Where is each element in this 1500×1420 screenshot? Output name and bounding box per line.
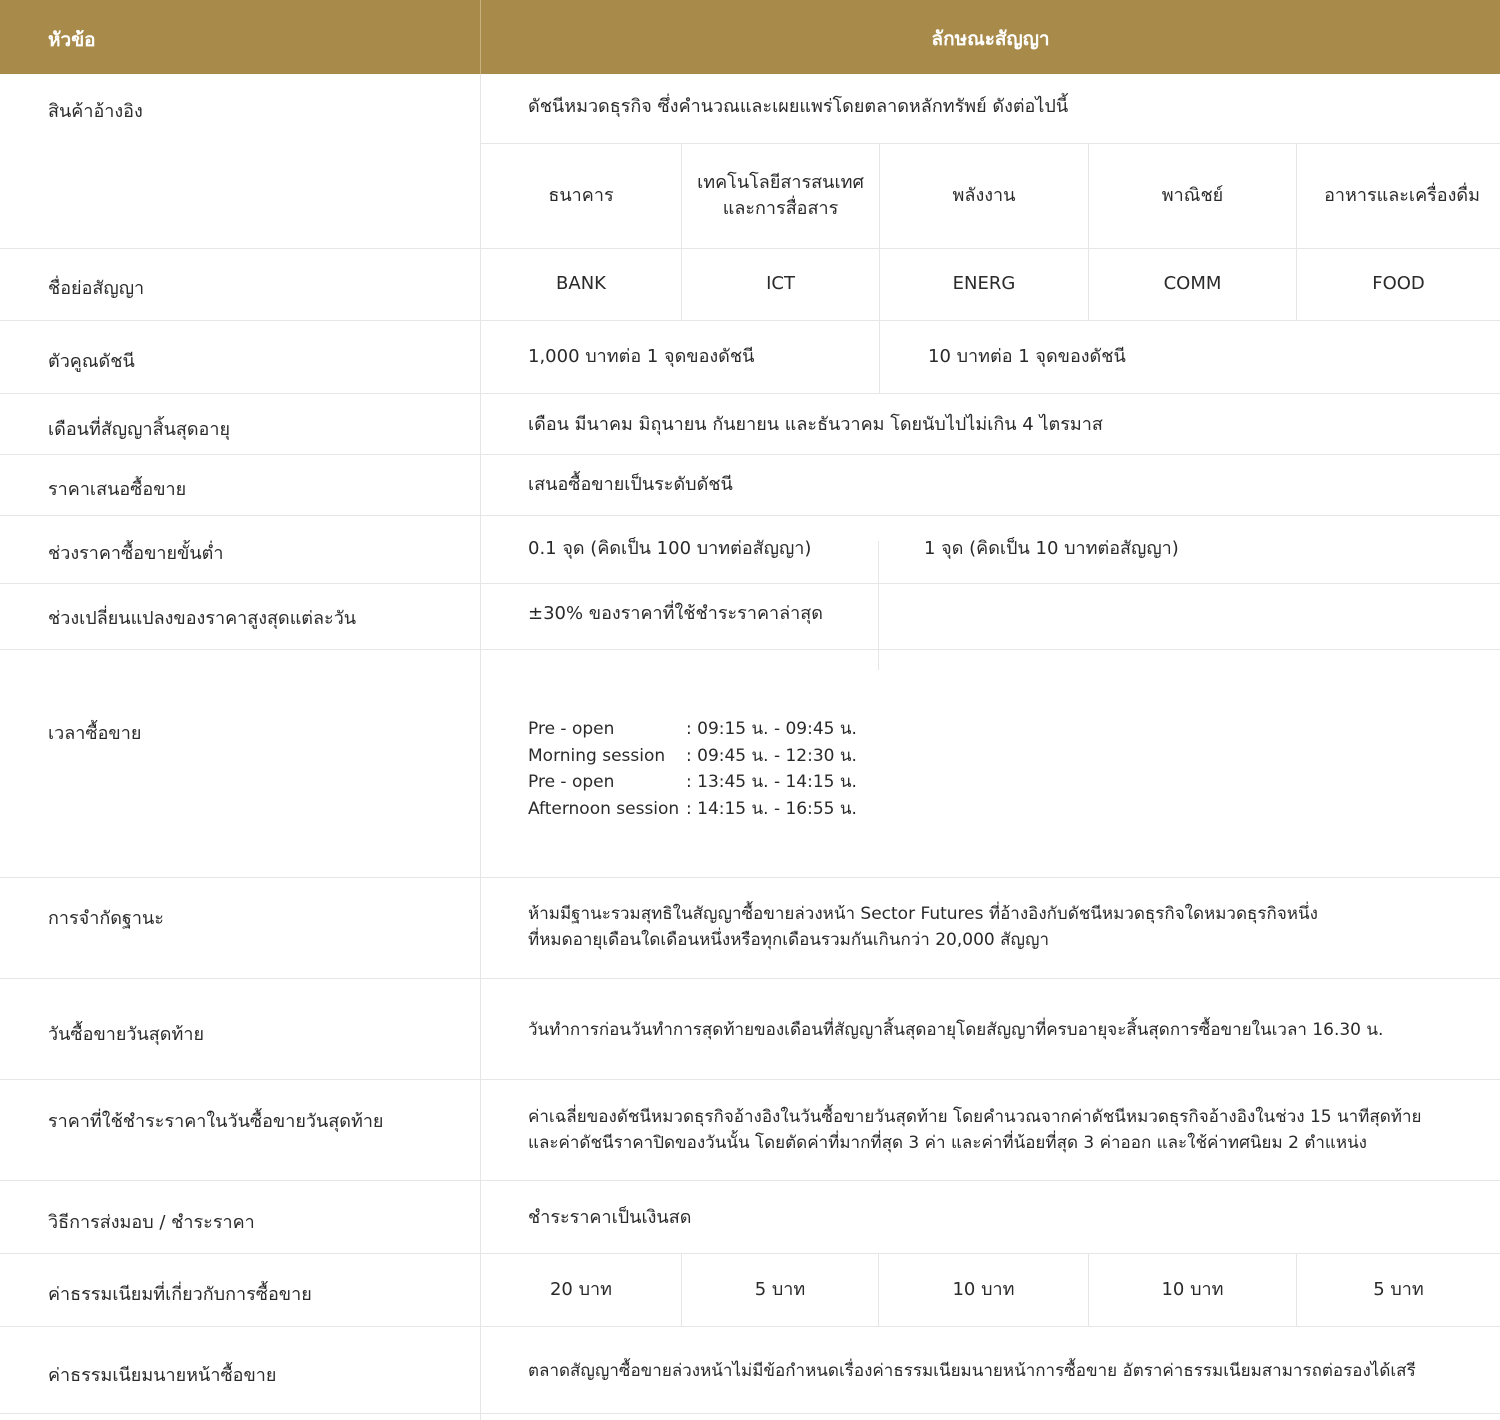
underlying-label: สินค้าอ้างอิง xyxy=(48,101,143,122)
broker-label: ค่าธรรมเนียมนายหน้าซื้อขาย xyxy=(48,1365,277,1386)
symbol-bank: BANK xyxy=(556,273,606,294)
settle-label: ราคาที่ใช้ชำระราคาในวันซื้อขายวันสุดท้าย xyxy=(48,1111,384,1132)
symbol-energ: ENERG xyxy=(952,273,1016,294)
delivery-label: วิธีการส่งมอบ / ชำระราคา xyxy=(48,1212,255,1233)
session-time: : 09:15 น. - 09:45 น. xyxy=(686,719,857,739)
session-list xyxy=(528,716,857,822)
limit-text: ±30% ของราคาที่ใช้ชำระราคาล่าสุด xyxy=(528,603,823,624)
column-divider xyxy=(879,320,880,393)
row-divider xyxy=(0,1413,1500,1414)
quote-label: ราคาเสนอซื้อขาย xyxy=(48,479,187,500)
session-name: Pre - open xyxy=(528,772,615,792)
row-divider xyxy=(0,1326,1500,1327)
sector-energy: พลังงาน xyxy=(952,184,1016,206)
session-time: : 13:45 น. - 14:15 น. xyxy=(686,772,857,792)
session-row xyxy=(528,769,857,796)
months-text: เดือน มีนาคม มิถุนายน กันยายน และธันวาคม โดยนับไปไม่เกิน 4 ไตรมาส xyxy=(528,414,1103,435)
row-divider xyxy=(0,649,1500,650)
session-name: Afternoon session xyxy=(528,798,680,819)
column-divider xyxy=(878,541,879,670)
months-label: เดือนที่สัญญาสิ้นสุดอายุ xyxy=(48,419,231,440)
header-contract-spec: ลักษณะสัญญา xyxy=(931,28,1050,50)
position-line2: ที่หมดอายุเดือนใดเดือนหนึ่งหรือทุกเดือนรวมกันเกินกว่า 20,000 สัญญา xyxy=(528,930,1050,950)
row-divider xyxy=(0,1180,1500,1181)
row-divider xyxy=(0,515,1500,516)
sector-bank: ธนาคาร xyxy=(548,184,614,206)
session-name: Morning session xyxy=(528,745,666,766)
fee-comm: 10 บาท xyxy=(1161,1278,1224,1300)
session-row xyxy=(528,796,857,823)
quote-text: เสนอซื้อขายเป็นระดับดัชนี xyxy=(528,474,733,495)
row-divider xyxy=(0,393,1500,394)
tick-b: 1 จุด (คิดเป็น 10 บาทต่อสัญญา) xyxy=(924,538,1179,559)
session-time: : 09:45 น. - 12:30 น. xyxy=(686,745,857,766)
row-divider xyxy=(0,978,1500,979)
header-topic: หัวข้อ xyxy=(48,29,96,51)
sector-ict: เทคโนโลยีสารสนเทศ และการสื่อสาร xyxy=(697,171,864,219)
delivery-text: ชำระราคาเป็นเงินสด xyxy=(528,1207,692,1228)
fee-ict: 5 บาท xyxy=(754,1278,806,1300)
fee-food: 5 บาท xyxy=(1373,1278,1424,1300)
position-line1: ห้ามมีฐานะรวมสุทธิในสัญญาซื้อขายล่วงหน้า Sector Futures ที่อ้างอิงกับดัชนีหมวดธุรกิจใดหมวดธุรกิจหนึ่ง xyxy=(528,904,1318,924)
fee-energ: 10 บาท xyxy=(952,1278,1015,1300)
position-label: การจำกัดฐานะ xyxy=(48,908,164,929)
tick-label: ช่วงราคาซื้อขายขั้นต่ำ xyxy=(48,543,224,564)
fee-label: ค่าธรรมเนียมที่เกี่ยวกับการซื้อขาย xyxy=(48,1284,312,1305)
multiplier-b: 10 บาทต่อ 1 จุดของดัชนี xyxy=(928,346,1126,367)
lastday-text: วันทำการก่อนวันทำการสุดท้ายของเดือนที่สัญญาสิ้นสุดอายุโดยสัญญาที่ครบอายุจะสิ้นสุดการซื้อขายในเวลา 16.30 น. xyxy=(528,1020,1384,1040)
hours-label: เวลาซื้อขาย xyxy=(48,723,142,744)
tick-a: 0.1 จุด (คิดเป็น 100 บาทต่อสัญญา) xyxy=(528,538,812,559)
settle-line2: และค่าดัชนีราคาปิดของวันนั้น โดยตัดค่าที่มากที่สุด 3 ค่า และค่าที่น้อยที่สุด 3 ค่าออก และใช้ค่าทศนิยม 2 ตำแหน่ง xyxy=(528,1133,1367,1153)
session-name: Pre - open xyxy=(528,719,615,739)
underlying-text: ดัชนีหมวดธุรกิจ ซึ่งคำนวณและเผยแพร่โดยตลาดหลักทรัพย์ ดังต่อไปนี้ xyxy=(528,96,1069,117)
fee-bank: 20 บาท xyxy=(549,1278,613,1300)
lastday-label: วันซื้อขายวันสุดท้าย xyxy=(48,1024,205,1045)
settle-line1: ค่าเฉลี่ยของดัชนีหมวดธุรกิจอ้างอิงในวันซื้อขายวันสุดท้าย โดยคำนวณจากค่าดัชนีหมวดธุรกิจอ้างอิงในช่วง 15 นาทีสุดท้าย xyxy=(528,1107,1422,1127)
row-divider xyxy=(0,583,1500,584)
row-divider xyxy=(0,320,1500,321)
symbol-food: FOOD xyxy=(1372,273,1425,294)
row-divider xyxy=(0,877,1500,878)
symbol-comm: COMM xyxy=(1163,273,1222,294)
session-time: : 14:15 น. - 16:55 น. xyxy=(686,798,857,819)
limit-label: ช่วงเปลี่ยนแปลงของราคาสูงสุดแต่ละวัน xyxy=(48,608,357,629)
session-row xyxy=(528,743,857,770)
multiplier-a: 1,000 บาทต่อ 1 จุดของดัชนี xyxy=(528,346,755,367)
sector-commerce: พาณิชย์ xyxy=(1161,184,1224,206)
sector-food: อาหารและเครื่องดื่ม xyxy=(1324,184,1480,206)
multiplier-label: ตัวคูณดัชนี xyxy=(48,351,135,372)
row-divider xyxy=(0,1079,1500,1080)
row-divider xyxy=(0,454,1500,455)
symbol-label: ชื่อย่อสัญญา xyxy=(48,278,145,299)
broker-text: ตลาดสัญญาซื้อขายล่วงหน้าไม่มีข้อกำหนดเรื่องค่าธรรมเนียมนายหน้าการซื้อขาย อัตราค่าธรรมเนียมสามารถต่อรองได้เสรี xyxy=(528,1361,1416,1381)
session-row xyxy=(528,716,857,743)
symbol-ict: ICT xyxy=(766,273,795,294)
